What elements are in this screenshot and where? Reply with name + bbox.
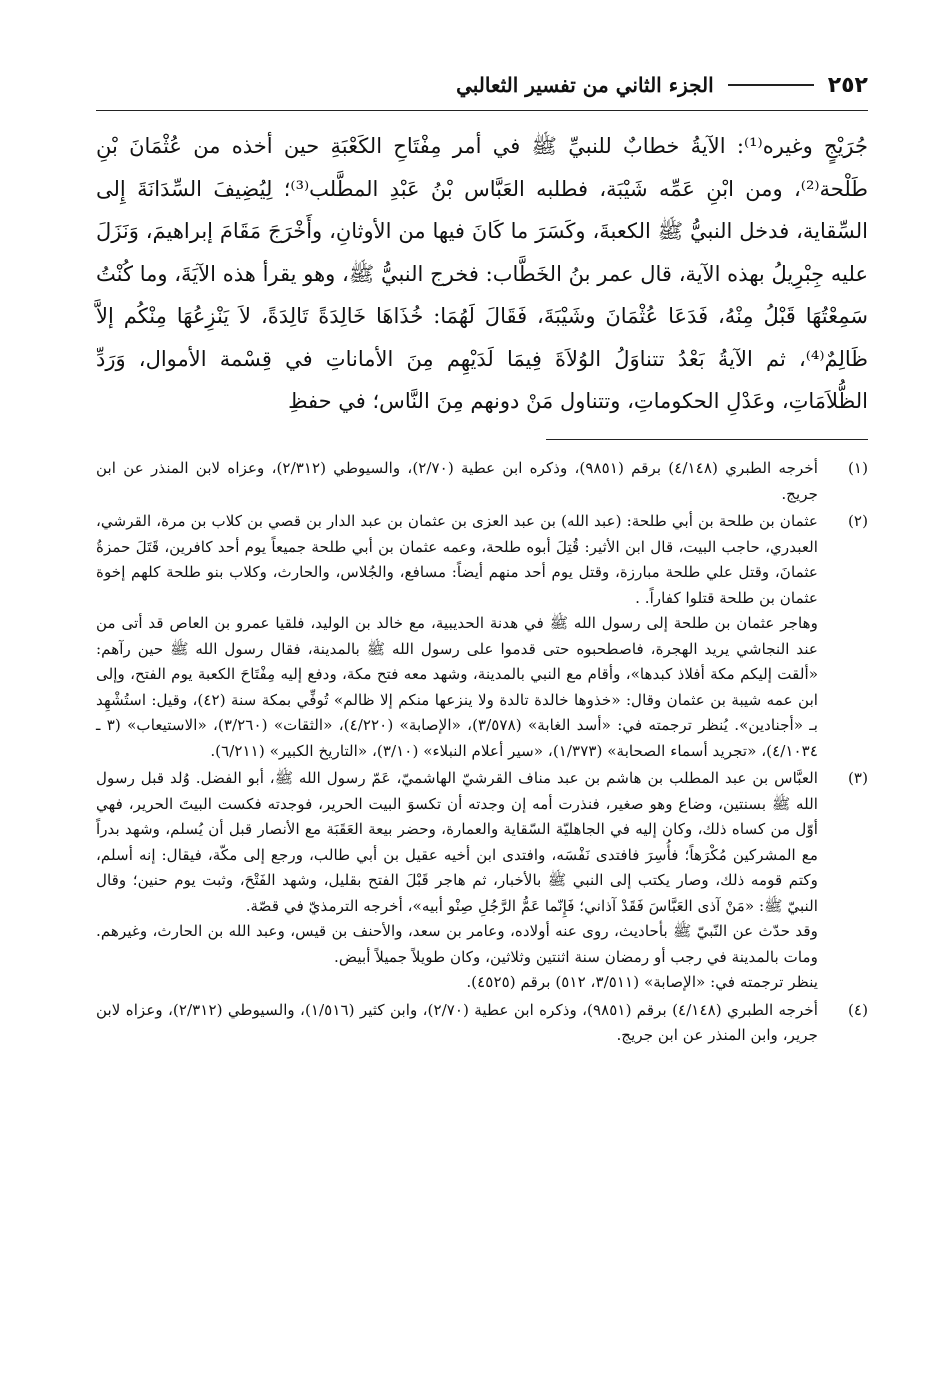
footnotes xyxy=(96,456,868,1049)
footnote-1 xyxy=(96,456,868,507)
footnote-number: (٣) xyxy=(847,769,868,787)
footnote-text: أخرجه الطبري (٤/١٤٨) برقم (٩٨٥١)، وذكره ابن عطية (٢/٧٠)، وابن كثير (١/٥١٦)، والسيوطي (٢/٣١٢)، وعزاه لابن جرير، وابن المنذر عن ابن جريج. xyxy=(96,1000,818,1044)
running-title: الجزء الثاني من تفسير الثعالبي xyxy=(456,73,714,97)
footnote-text: أخرجه الطبري (٤/١٤٨) برقم (٩٨٥١)، وذكره ابن عطية (٢/٧٠)، والسيوطي (٢/٣١٢)، وعزاه لابن المنذر عن ابن جريج. xyxy=(96,459,818,503)
footnote-number: (٢) xyxy=(847,512,868,530)
footnote-text: عثمان بن طلحة بن أبي طلحة: (عبد الله) بن عبد العزى بن عثمان بن عبد الدار بن قصي بن كلاب بن مرة، القرشي، العبدري، حاجب البيت، قال ابن الأثير: قُتِلَ أبوه طلحة، وعمه عثمان بن أبي طلحة جميعاً يوم أحد كافرين، قَتَلَ حمزةُ عثمانَ، وقتل علي طلحة مبارزة، وقتل يوم أحد منهم أيضاً: مسافع، والجُلاس، والحارث، وكلاب بنو طلحة كلهم إخوة عثمان بن طلحة قتلوا كفاراً. . xyxy=(96,512,818,607)
footnote-number: (٤) xyxy=(847,1000,868,1019)
footnote-text: العبَّاس بن عبد المطلب بن هاشم بن عبد مناف القرشيّ الهاشميّ، عَمّ رسول الله ﷺ، أبو الفضل. وُلد قبل رسول الله ﷺ بسنتين، وضاع وهو صغير، فنذرت أمه إن وجدته أن تكسوَ البيت الحرير، فوجدته فكست البيتَ الحرير، فهي أوّل من كساه ذلك، وكان إليه في الجاهليّة السّقاية والعمارة، وحضر بيعة العَقَبَة مع الأنصار قبل أن يُسلم، وشهد بدراً مع المشركين مُكْرَهاً؛ فأُسِرَ فافتدى نَفْسَه، وافتدى ابن أخيه عقيل بن أبي طالب، ورجع إلى مكّة، فيقال: إنه أسلم، وكتم قومه ذلك، وصار يكتب إلى النبي ﷺ بالأخبار، ثم هاجر قَبْلَ الفتح بقليل، وشهد الفَتْحَ، وثبت يوم حنين؛ وقال النبيّ ﷺ: «مَنْ آذى العَبَّاسَ فَقَدْ آذاني؛ فَإِنّما عَمُّ الرَّجُلِ صِنْو أبيه»، أخرجه الترمذيّ في قصّة. xyxy=(96,769,818,915)
footnote-4 xyxy=(96,998,868,1049)
main-paragraph: جُرَيْجٍ وغيره⁽¹⁾: الآيةُ خطابٌ للنبيِّ ﷺ في أمر مِفْتَاحِ الكَعْبَةِ حين أخذه من عُثْمَانَ بْنِ طَلْحة⁽²⁾، ومن ابْنِ عَمِّه شَيْبَة، فطلبه العَبَّاس بْنُ عَبْدِ المطَّلب⁽³⁾؛ لِيُضِيفَ السِّدَانَةَ إِلى السِّقاية، فدخل النبيُّ ﷺ الكعبةَ، وكَسَرَ ما كَانَ فيها من الأوثانِ، وأَخْرَجَ مَقَامَ إبراهيمَ، وَنَزَلَ عليه جِبْرِيلُ بهذه الآية، قال عمر بنُ الخَطَّاب: فخرج النبيُّ ﷺ، وهو يقرأ هذه الآيَةَ، وما كُنْتُ سَمِعْتُهَا قَبْلُ مِنْهُ، فَدَعَا عُثْمَانَ وشَيْبَةَ، فَقَالَ لَهُمَا: خُذَاهَا خَالِدَةً تَالِدَةً، لاَ يَنْزِعُهَا مِنْكُم إلاَّ ظَالِمٌ⁽⁴⁾، ثم الآيةُ بَعْدُ تتناوَلُ الوُلاَةَ فِيمَا لَدَيْهِم مِنَ الأماناتِ في قِسْمة الأموال، وَرَدِّ الظُّلاَمَاتِ، وعَدْلِ الحكوماتِ، وتتناول مَنْ دونهم مِنَ النَّاس؛ في حفظِ xyxy=(96,134,869,413)
main-text xyxy=(96,125,868,423)
page-header xyxy=(96,60,868,111)
footnote-body xyxy=(96,509,818,764)
footnote-body xyxy=(96,456,818,507)
header-rule xyxy=(728,84,814,86)
footnote-2 xyxy=(96,509,868,764)
page-number: ٢٥٢ xyxy=(827,72,868,98)
footnote-text: وهاجر عثمان بن طلحة إلى رسول الله ﷺ في هدنة الحديبية، مع خالد بن الوليد، فلقيا عمرو بن العاص قد أتى من عند النجاشي يريد الهجرة، فاصطحبوه حتى قدموا على رسول الله ﷺ بالمدينة، فقال رسول الله ﷺ حين رآهم: «ألقت إليكم مكة أفلاذ كبدها»، وأقام مع النبي بالمدينة، وشهد معه فتح مكة، ودفع إليه مِفْتَاحَ الكعبة يوم الفتح، وإلى ابن عمه شيبة بن عثمان وقال: «خذوها خالدة تالدة ولا ينزعها منكم إلا ظالم» تُوفِّي بمكة سنة (٤٢)، وقيل: استُشْهِد بـ «أجنادين». يُنظر ترجمته في: «أسد الغابة» (٣/٥٧٨)، «الإصابة» (٤/٢٢٠)، «الثقات» (٣/٢٦٠)، «الاستيعاب» (٣ ـ ٤/١٠٣٤)، «تجريد أسماء الصحابة» (١/٣٧٣)، «سير أعلام النبلاء» (٣/١٠)، «التاريخ الكبير» (٦/٢١١). xyxy=(96,614,819,760)
footnote-3 xyxy=(96,766,868,996)
document-page xyxy=(96,60,868,1350)
footnote-body xyxy=(96,998,818,1049)
footnote-text: ينظر ترجمته في: «الإصابة» (٣/٥١١، ٥١٢) برقم (٤٥٢٥). xyxy=(466,973,818,991)
footnote-separator xyxy=(546,439,868,441)
footnote-text: وقد حدّث عن النّبيّ ﷺ بأحاديث، روى عنه أولاده، وعامر بن سعد، والأحنف بن قيس، وعبد الله بن الحارث، وغيرهم. ومات بالمدينة في رجب أو رمضان سنة اثنتين وثلاثين، وكان طويلاً جميلاً أبيض. xyxy=(96,922,818,966)
footnote-number: (١) xyxy=(847,459,868,477)
footnote-body xyxy=(96,766,818,996)
